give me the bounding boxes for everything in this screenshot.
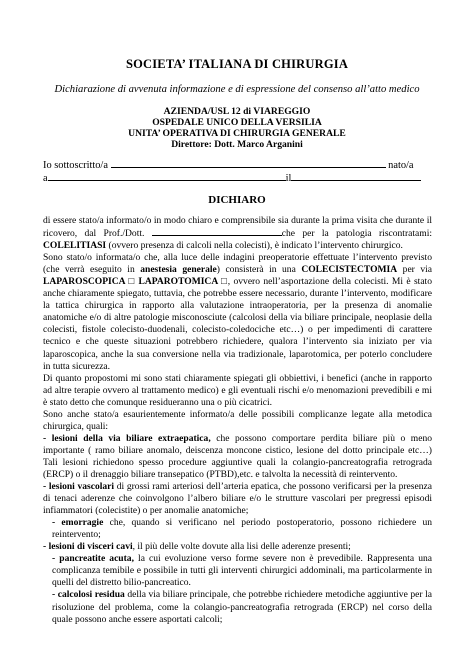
label-nato: nato/a (388, 160, 414, 171)
diagnosis: COLELITIASI (43, 240, 107, 252)
org-line-ospedale: OSPEDALE UNICO DELLA VERSILIA (152, 117, 322, 128)
laparoscopic-checkbox[interactable]: LAPAROSCOPICA □ (43, 276, 136, 288)
complication-pancreatitis: - pancreatite acuta, la cui evoluzione verso forme severe non è prevedibile. Rappresenta una complicanza temibile e possibile in tutti gli interventi chirurgici addominali, ma particolarmente in quelli del distretto bilio-pancreatico. (52, 553, 432, 589)
label-a: a (43, 173, 48, 184)
org-line-unita: UNITA’ OPERATIVA DI CHIRURGIA GENERALE (128, 128, 346, 139)
anesthesia-type: anestesia generale (140, 264, 217, 276)
fill-line-name (43, 158, 433, 172)
consent-body (43, 215, 432, 626)
procedure-name: COLECISTECTOMIA (301, 264, 398, 276)
label-sottoscritto: Io sottoscritto/a (43, 160, 108, 171)
dichiaro-heading: DICHIARO (208, 194, 266, 206)
name-blank-field[interactable] (111, 158, 386, 168)
document-subtitle: Dichiarazione di avvenuta informazione e di espressione del consenso all’atto medico (54, 84, 420, 95)
laparotomic-checkbox[interactable]: LAPAROTOMICA □ (138, 276, 228, 288)
paragraph-procedure: Sono stato/o informata/o che, alla luce delle indagini preoperatorie effettuate l’intervento previsto (che verrà eseguito in anestesia generale) consisterà in una COLECISTECTOMIA per via LAPAROSCOPICA □ LAPAROTOMICA □, ovvero nell’asportazione della colecisti. Mi è stato anche chiaramente spiegato, tuttavia, che potrebbe essere necessario, durante l’intervento, modificare la tattica chirurgica in rapporto alla valutazione intraoperatoria, per la presenza di anomalie anatomiche e/o di altre patologie misconosciute (calcolosi della via biliare principale, neoplasie della colecisti, fistole colecisto-duodenali, colecisto-coledociche etc…) o per impedimenti di carattere tecnico e che queste situazioni potrebbero richiedere, qualora l’intervento sia iniziato per via laparoscopica, anche la sua conversione nella via tradizionale, laparotomica, per poterlo concludere in tutta sicurezza. (43, 252, 433, 372)
birthdate-blank-field[interactable] (291, 171, 421, 181)
complication-biliary: - lesioni della via biliare extraepatica, che possono comportare perdita biliare più o meno importante ( ramo biliare anomalo, deiscenza moncone cistico, lesione del dotto principale etc…) Tali lesioni richiedono spesso procedure aggiuntive quali la colangio-pancreatografia retrograda (ERCP) o il drenaggio biliare transepatico (PTBD),etc. e talvolta la necessità di reintervento. (43, 432, 433, 480)
birthplace-blank-field[interactable] (48, 171, 286, 181)
paragraph-information: di essere stato/a informato/o in modo chiaro e comprensibile sia durante la prima visita che durante il ricovero, dal Prof./Dott. che per la patologia riscontratami: COLELITIASI (ovvero presenza di calcoli nella colecisti), è indicato l’intervento chirurgico. (43, 215, 433, 252)
complication-residual-stones: - calcolosi residua della via biliare principale, che potrebbe richiedere metodiche aggiuntive per la risoluzione del problema, come la colangio-pancreatografia retrograda (ERCP) nel corso della quale possono anche essere asportati calcoli; (52, 589, 432, 625)
label-il: il (285, 173, 292, 184)
complication-vascular: - lesioni vascolari di grossi rami arteriosi dell’arteria epatica, che possono verificarsi per la presenza di tenaci aderenze che coinvolgono l’albero biliare e/o le strutture vascolari per pregressi episodi infiammatori (colecistite) o per anomalie anatomiche; (43, 481, 432, 517)
organization-block (0, 106, 474, 150)
document-title: SOCIETA’ ITALIANA DI CHIRURGIA (125, 57, 349, 71)
doctor-blank-field[interactable] (152, 227, 282, 236)
complication-hemorrhage: - emorragie che, quando si verificano nel periodo postoperatorio, possono richiedere un reintervento; (52, 517, 432, 541)
fill-line-birth (43, 171, 433, 185)
paragraph-complications-intro: Sono anche stato/a esaurientemente informato/a delle possibili complicanze legate alla metodica chirurgica, quali: (43, 408, 432, 432)
org-line-direttore: Direttore: Dott. Marco Arganini (171, 139, 303, 150)
complication-visceral: - lesioni di visceri cavi, il più delle volte dovute alla lisi delle aderenze presenti; (43, 541, 351, 553)
paragraph-objectives: Di quanto propostomi mi sono stati chiaramente spiegati gli obbiettivi, i benefici (anche in rapporto ad altre terapie ovvero al trattamento medico) e gli eventuali rischi e/o menomazioni prevedibili e mi è stato detto che comunque residueranno una o più cicatrici. (43, 372, 432, 408)
org-line-azienda: AZIENDA/USL 12 di VIAREGGIO (163, 106, 311, 117)
